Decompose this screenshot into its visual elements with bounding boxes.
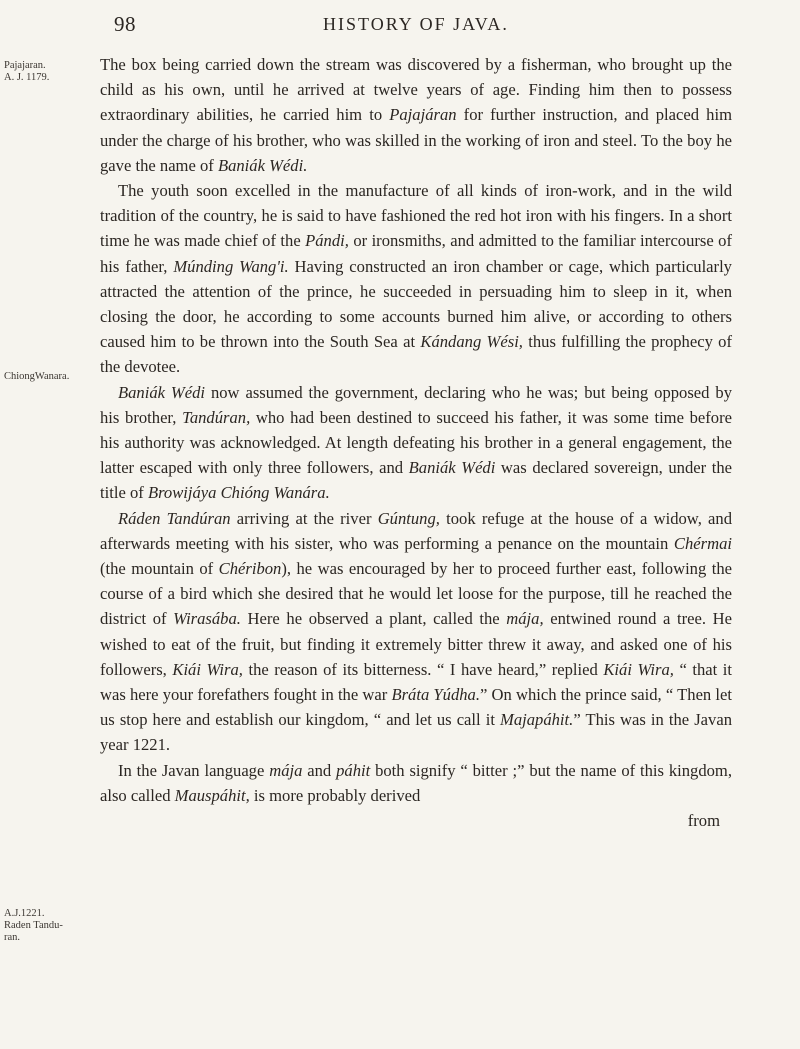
paragraph-1: The box being carried down the stream was discovered by a fisherman, who brought up the child as his own, until he arrived at twelve years of age. Finding him then to possess extraordinary abilities, he carried him to Pajajáran for further instruction, and placed him under the charge of his brother, who was skilled in the working of iron and steel. To the boy he gave the name of Baniák Wédi. [100,55,732,175]
margin-note-line: A.J.1221. [4,908,45,919]
margin-note-chiong-wanara [4,371,96,383]
body-text [100,52,732,833]
running-title: HISTORY OF JAVA. [323,14,509,34]
margin-note-pajajaran [4,60,96,84]
margin-note-line: A. J. 1179. [4,72,50,83]
page-header [100,8,732,42]
margin-note-raden-tanduran [4,908,96,944]
margin-note-line: ran. [4,932,21,943]
paragraph-3: Baniák Wédi now assumed the government, declaring who he was; but being opposed by his brother, Tandúran, who had been destined to succeed his father, it was some time before his authority was acknowledged. At length defeating his brother in a general engagement, the latter escaped with only three followers, and Baniák Wédi was declared sovereign, under the title of Browijáya Chióng Wanára. [100,382,732,503]
catchword: from [687,811,720,831]
paragraph-5: In the Javan language mája and páhit both signify “ bitter ;” but the name of this kingdom, also called Mauspáhit, is more probably derived [100,760,732,805]
margin-note-line: Raden Tandu- [4,920,63,931]
page-number: 98 [114,12,136,36]
paragraph-4: Ráden Tandúran arriving at the river Gúntung, took refuge at the house of a widow, and afterwards meeting with his sister, who was performing a penance on the mountain Chérmai (the mountain of Chéribon), he was encouraged by her to proceed further east, following the course of a bird which she desired that he would let loose for the purpose, till he reached the district of Wirasába. Here he observed a plant, called the mája, entwined round a tree. He wished to eat of the fruit, but finding it extremely bitter threw it away, and asked one of his followers, Kiái Wira, the reason of its bitterness. “ I have heard,” replied Kiái Wira, “ that it was here your forefathers fought in the war Bráta Yúdha.” On which the prince said, “ Then let us stop here and establish our kingdom, “ and let us call it Majapáhit.” This was in the Javan year 1221. [100,508,733,755]
margin-note-line: Pajajaran. [4,60,46,71]
margin-note-line: ChiongWanara. [4,371,70,382]
paragraph-2: The youth soon excelled in the manufacture of all kinds of iron-work, and in the wild tradition of the country, he is said to have fashioned the red hot iron with his fingers. In a short time he was made chief of the Pándi, or ironsmiths, and admitted to the familiar intercourse of his father, Múnding Wang'i. Having constructed an iron chamber or cage, which particularly attracted the attention of the prince, he succeeded in persuading him to sleep in it, when closing the door, he according to some accounts burned him alive, or according to others caused him to be thrown into the South Sea at Kándang Wési, thus fulfilling the prophecy of the devotee. [100,181,733,377]
